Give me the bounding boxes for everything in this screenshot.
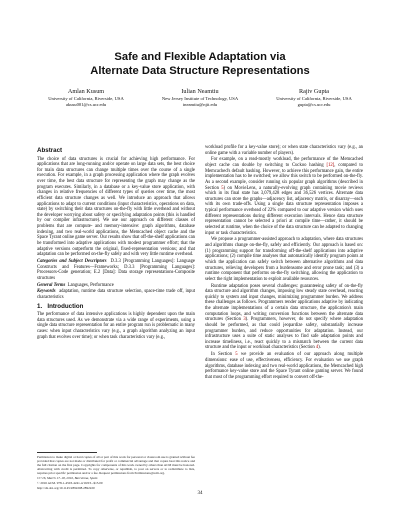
section-ref-link[interactable]: 4 xyxy=(315,345,319,351)
section-ref-link[interactable]: 3 xyxy=(243,317,246,323)
text-span: , compared to Memcached's default hashing. However, to achieve this performance gain, the entire implementation has to be switched; we allow this switch to be performed on-the-fly. As a second example, consider running six popular graph algorithms (described in Section xyxy=(205,163,363,191)
footnote-rule xyxy=(37,452,97,453)
text-span: we provide an evaluation of our approach along multiple dimensions: ease of use, effectiveness, efficiency. For evaluation we use graph algorithms, database indexing and two real-world applications, the Memcached high performance key-value store and the Space Tyrant online gaming server. We found that most of the programming effort required to convert off-the- xyxy=(205,352,364,380)
author-name: Amlan Kusum xyxy=(67,88,105,95)
left-column xyxy=(37,145,195,342)
intro-title: Introduction xyxy=(47,302,84,310)
intro-heading xyxy=(37,303,195,311)
keywords-paragraph xyxy=(37,289,195,300)
ccs-paragraph xyxy=(37,259,195,282)
general-terms-text: Languages, Performance xyxy=(67,282,114,288)
citation-link[interactable]: [12] xyxy=(326,163,335,169)
ccs-text: D.3.3 [Programming Languages]: Language Constructs and Features—Frameworks; D.3.3 [Programming Languages]: Processors-Code generation; E.2 [Data]: Data storage representations-Composite structures xyxy=(37,258,195,281)
copyright-footnote xyxy=(37,452,195,491)
keywords-label: Keywords xyxy=(37,289,56,295)
text-span: For example, on a read-mostly workload, the performance of the Memcached object cache can double by switching to Cuckoo hashing xyxy=(205,157,363,169)
author-block xyxy=(30,88,370,108)
paper-title xyxy=(0,50,400,78)
author-1 xyxy=(30,88,142,108)
right-paragraph-4 xyxy=(205,284,363,352)
title-line-1: Safe and Flexible Adaptation via xyxy=(114,51,286,63)
right-paragraph-5 xyxy=(205,352,363,380)
author-name: Iulian Neamtiu xyxy=(181,88,219,95)
author-email: gupta@cs.ucr.edu xyxy=(297,102,331,108)
right-paragraph-3: We propose a programmer-assisted approach to adaptation, where data structures and algorithms change on-the-fly, safely and efficiently. Our approach is based on: (1) programming support for transforming off-the-shelf applications into adaptive applications; (2) compile time analyses that automatically identify program points at which the application can safely switch between alternative algorithms and data structures, relieving developers from a burdensome and error prone task; and (3) a runtime component that performs on-the-fly switching, allowing the application to select the right implementation to exploit available resources. xyxy=(205,237,363,282)
doi-link[interactable]: http://dx.doi.org/10.1145/2892208.2892220 xyxy=(37,486,95,490)
author-affiliation: University of California, Riverside, USA xyxy=(276,96,352,101)
page-number: 34 xyxy=(197,491,203,496)
section-ref-link[interactable]: 5 xyxy=(235,352,238,358)
abstract-heading: Abstract xyxy=(37,147,63,154)
author-affiliation: University of California, Riverside, USA xyxy=(48,96,124,101)
author-email: ineamtiu@njit.edu xyxy=(182,102,218,108)
conference-line: CC'16, March 17–18, 2016, Barcelona, Spain xyxy=(37,476,98,480)
intro-number: 1. xyxy=(37,302,43,310)
text-span: Runtime adaptation poses several challenges: guaranteeing safety of on-the-fly data structure and algorithm changes, imposing low steady state overhead, reacting quickly to system and input changes, minimizing programmer burden. We address these challenges as follows. Programmers render applications adaptive by indicating the alternate implementations of a certain data structure, the application's main computation loops, and writing conversion functions between the alternate data structures (Section xyxy=(205,283,363,323)
author-email: akusu001@cs.ucr.edu xyxy=(65,102,107,108)
permission-text: Permission to make digital or hard copies of all or part of this work for personal or classroom use is granted without fee provided that copies are not made or distributed for profit or commercial advantage and that copies bear this notice and the full citation on the first page. Copyrights for components of this work owned by others than ACM must be honored. Abstracting with credit is permitted. To copy otherwise, or republish, to post on servers or to redistribute to lists, requires prior specific permission and/or a fee. Request permissions from Permissions@acm.org. xyxy=(37,455,195,475)
section-ref-link[interactable]: 5 xyxy=(221,185,224,191)
text-span: ). Programmers, however, do not specify where adaptation should be performed, as that could jeopardize safety, substantially increase programmer burden, and reduce opportunities for adaptation. Instead, our infrastructure uses a suite of static analyses to find safe adaptation points and increase timeliness, i.e., react quickly to a mismatch between the current data structure and the input or workload characteristics (Section xyxy=(205,317,364,351)
right-paragraph-2 xyxy=(205,157,363,236)
ccs-label: Categories and Subject Descriptors xyxy=(37,258,107,264)
general-terms-paragraph xyxy=(37,283,195,289)
text-span: ). xyxy=(318,345,321,351)
abstract-text: The choice of data structures is crucial for achieving high performance. For applications that are long-running and/or operate on large data sets, the best choice for main data structures can change multiple times over the course of a single execution. For example, in a graph processing application where the graph evolves over time, the best data structure for representing the graph may change as the program executes. Similarly, in a database or a key-value store application, with changes in relative frequencies of different types of queries over time, the most efficient data structure changes as well. We introduce an approach that allows applications to adapt to current conditions (input characteristics, operations on data, state) by switching their data structures on-the-fly with little overhead and without the developer worrying about safety or specifying adaptation points (this is handled by our compiler infrastructure). We use our approach on different classes of problems that are compute- and memory-intensive: graph algorithms, database indexing, and two real-world applications, the Memcached object cache and the Space Tyrant online game server. Our results show that off-the-shelf applications can be transformed into adaptive applications with modest programmer effort; that the adaptive versions outperform the original, fixed-representation versions; and that adaptation can be performed on-the-fly safely and with very little runtime overhead. xyxy=(37,156,195,258)
text-span: In Section xyxy=(211,352,236,358)
author-name: Rajiv Gupta xyxy=(298,88,330,95)
right-column xyxy=(205,145,363,382)
author-affiliation: New Jersey Institute of Technology, USA xyxy=(161,96,239,101)
text-span: ) on MovieLens, a naturally-evolving graph containing movie reviews which in its final state has 3,079,428 edges and 36,526 vertices. Alternate data structures can store the graphs—adjacency list, adjacency matrix, or disarray—each with its own trade-offs. Using a single data structure representation imposes a typical performance overhead of 22% compared to our adaptive version which uses different representations during different execution intervals. Hence data structure representation cannot be selected a priori at compile time—rather, it should be selected at runtime, when the choice of the data structure can be adapted to changing input or task characteristics. xyxy=(205,185,363,236)
intro-text: The performance of data intensive applications is highly dependent upon the main data structures used. As we demonstrate via a wide range of experiments, using a single data structure representation for an entire program run is problematic in many cases: when input characteristics vary (e.g., a graph algorithm analyzing an input graph that evolves over time); or when task characteristics vary (e.g., xyxy=(37,312,195,340)
keywords-text: adaptation, runtime data structure selection, space-time trade off, input characteristics xyxy=(37,289,195,301)
author-2 xyxy=(144,88,256,108)
author-3 xyxy=(258,88,370,108)
copyright-line: © 2016 ACM. 978-1-4503-4241-4/16/03...$15.00 xyxy=(37,481,103,485)
title-line-2: Alternate Data Structure Representations xyxy=(90,65,310,77)
general-terms-label: General Terms xyxy=(37,282,66,288)
right-paragraph-1: workload profile for a key-value store); or when state characteristics vary (e.g., an online game with a variable number of players). xyxy=(205,145,363,156)
